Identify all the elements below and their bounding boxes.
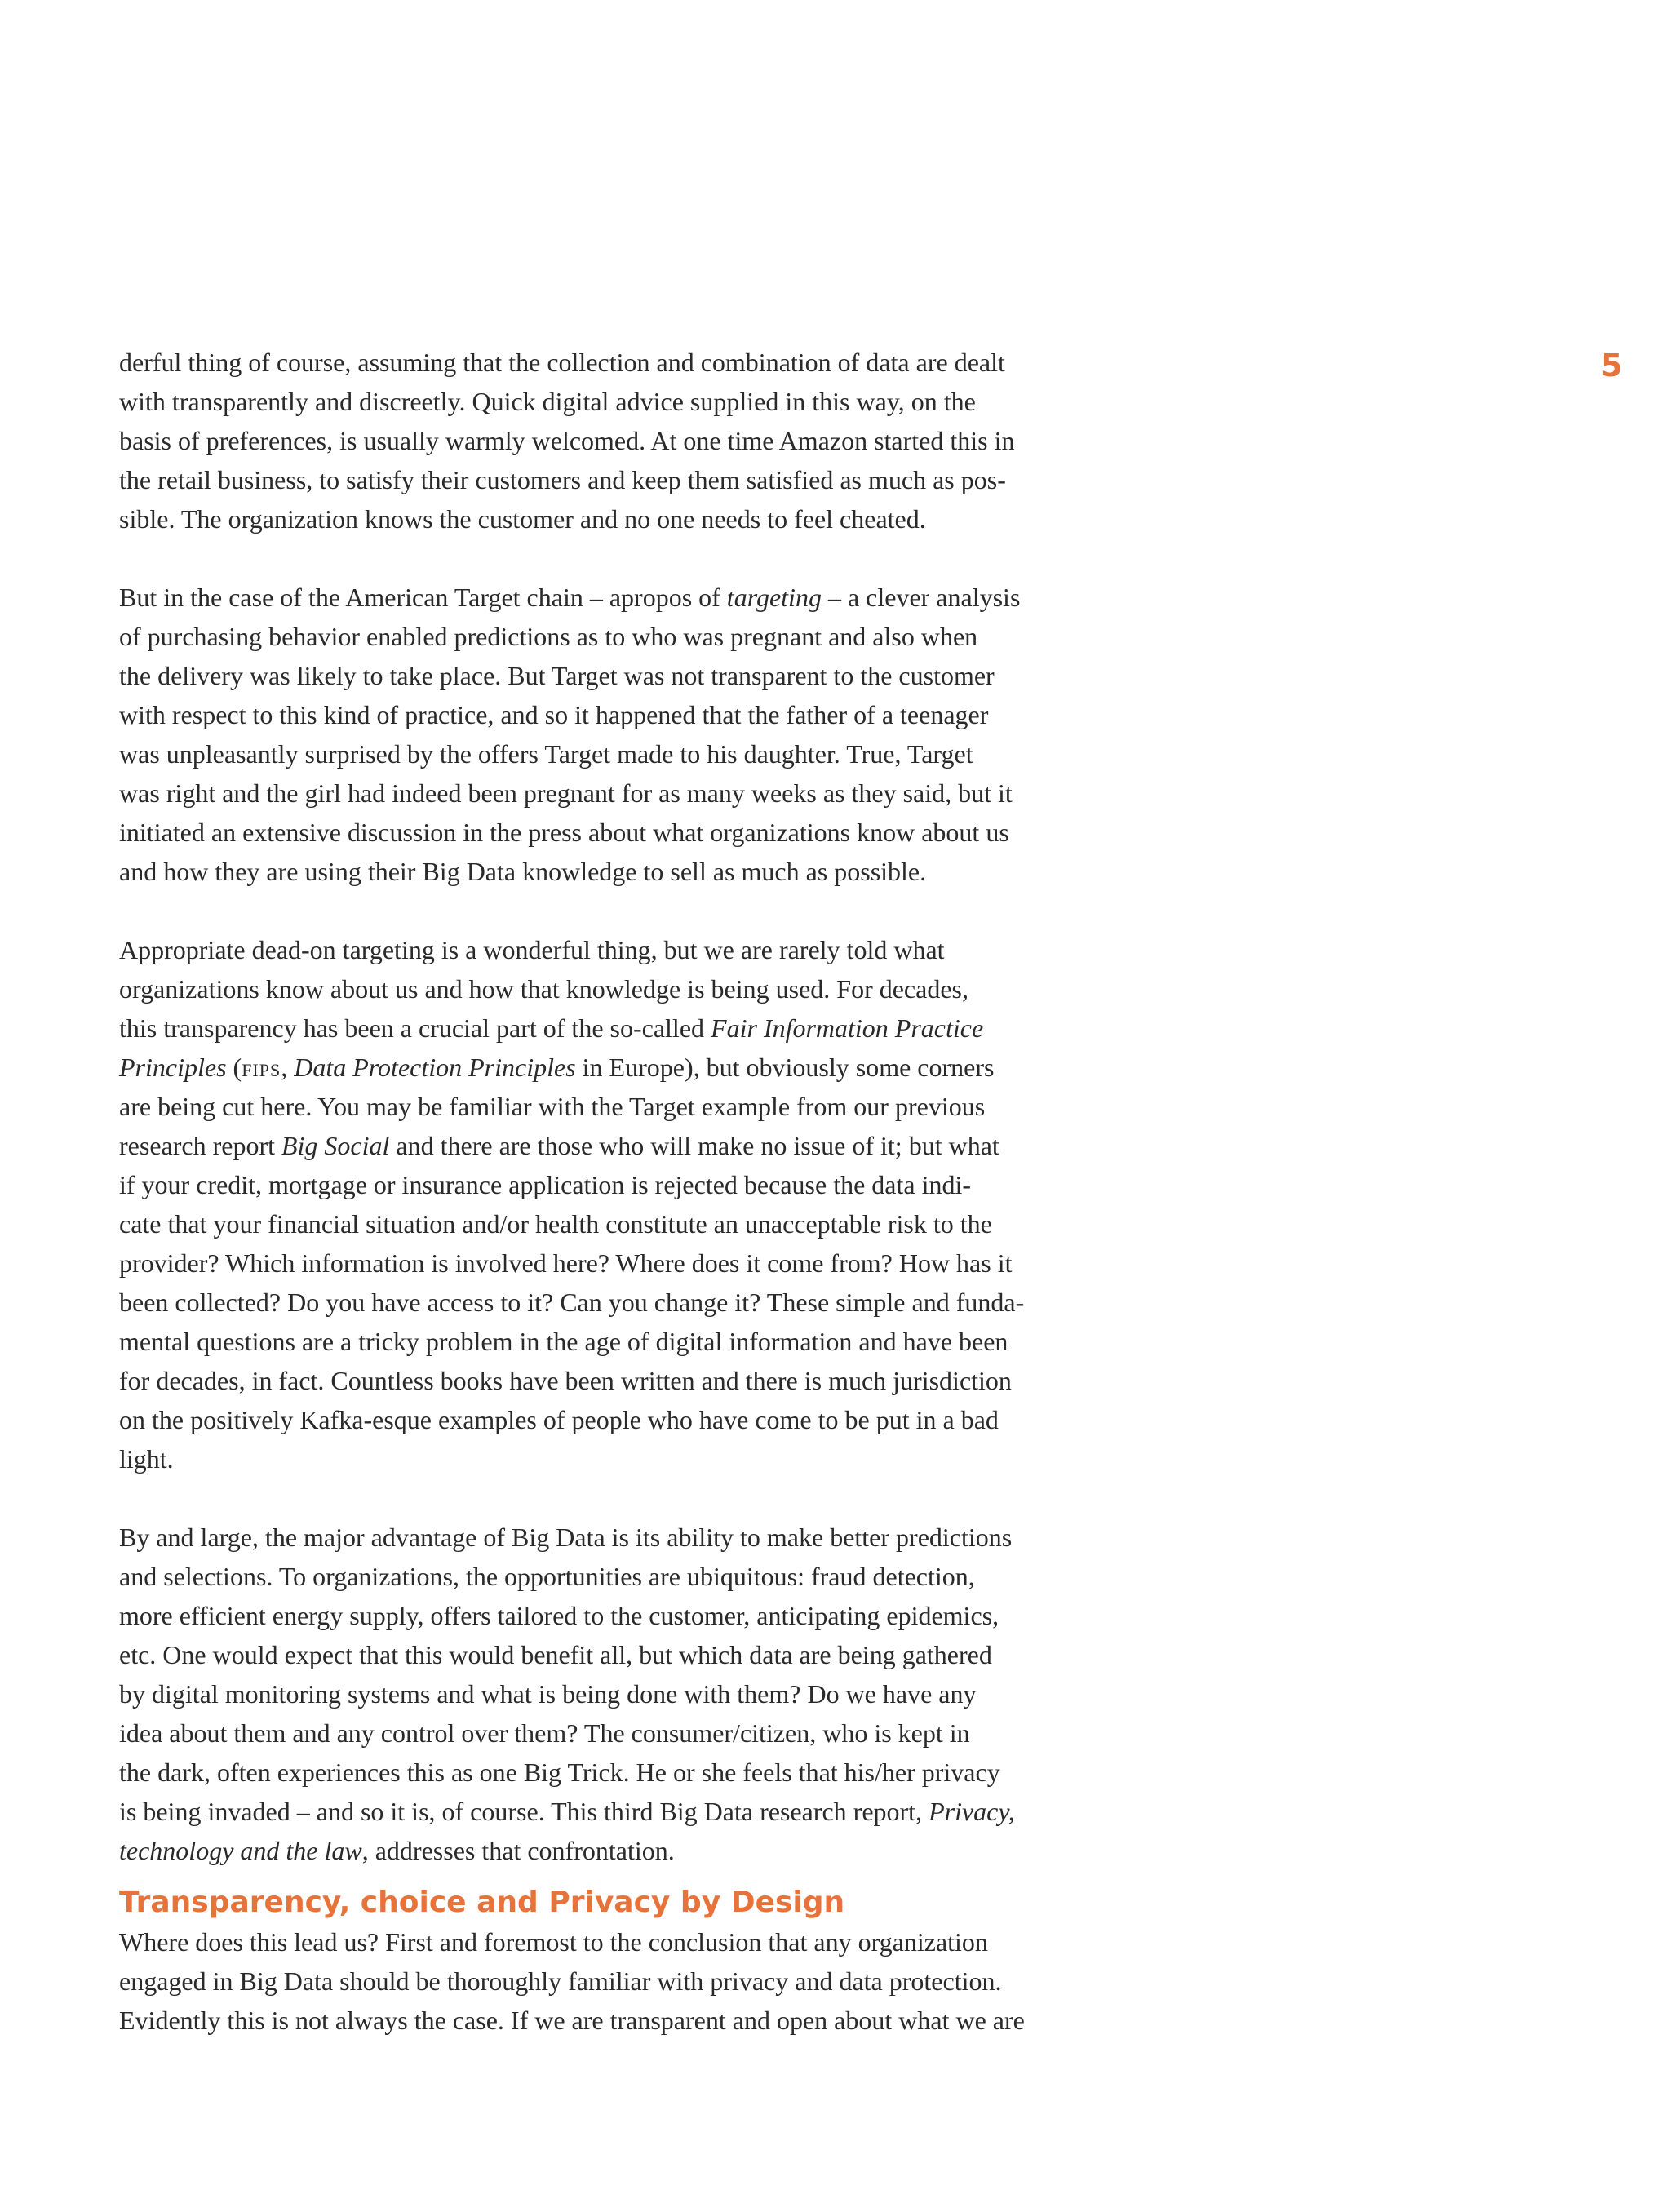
italic-term: Principles	[119, 1053, 227, 1082]
text-span: research report	[119, 1131, 281, 1160]
text-span: , addresses that confrontation.	[361, 1836, 675, 1865]
text-line: organizations know about us and how that knowledge is being used. For decades,	[119, 974, 968, 1004]
text-line: mental questions are a tricky problem in the age of digital information and have been	[119, 1327, 1008, 1356]
text-line	[119, 1792, 1137, 1831]
text-line: By and large, the major advantage of Big Data is its ability to make better predictions	[119, 1523, 1013, 1552]
text-line: idea about them and any control over them? The consumer/citizen, who is kept in	[119, 1718, 970, 1748]
text-line: for decades, in fact. Countless books have been written and there is much jurisdiction	[119, 1366, 1012, 1395]
text-line: the dark, often experiences this as one Big Trick. He or she feels that his/her privacy	[119, 1758, 1000, 1787]
text-line	[119, 578, 1137, 617]
paragraph	[119, 930, 1137, 1478]
text-line: of purchasing behavior enabled predictions as to who was pregnant and also when	[119, 622, 978, 651]
text-line: Evidently this is not always the case. If we are transparent and open about what we are	[119, 2006, 1025, 2035]
text-line: provider? Which information is involved here? Where does it come from? How has it	[119, 1248, 1013, 1278]
italic-term: Privacy,	[929, 1797, 1015, 1826]
text-span: (	[226, 1053, 242, 1082]
page-number: 5	[1601, 348, 1623, 383]
text-span: – a clever analysis	[821, 583, 1021, 612]
italic-term: Big Social	[281, 1131, 390, 1160]
text-line: are being cut here. You may be familiar with the Target example from our previous	[119, 1092, 986, 1121]
text-line: and selections. To organizations, the opportunities are ubiquitous: fraud detection,	[119, 1562, 975, 1591]
text-line: cate that your financial situation and/or health constitute an unacceptable risk to the	[119, 1209, 992, 1239]
paragraph-gap	[119, 1478, 1137, 1518]
text-line: the retail business, to satisfy their customers and keep them satisfied as much as pos-	[119, 465, 1006, 494]
text-line: the delivery was likely to take place. But Target was not transparent to the customer	[119, 661, 995, 690]
text-line: initiated an extensive discussion in the press about what organizations know about us	[119, 818, 1009, 847]
text-column	[119, 343, 1137, 2040]
text-line	[119, 1126, 1137, 1165]
text-span: ,	[281, 1053, 295, 1082]
text-line: was right and the girl had indeed been pregnant for as many weeks as they said, but it	[119, 778, 1013, 808]
text-line: basis of preferences, is usually warmly welcomed. At one time Amazon started this in	[119, 426, 1015, 455]
text-line: etc. One would expect that this would benefit all, but which data are being gathered	[119, 1640, 992, 1669]
text-line: with respect to this kind of practice, and so it happened that the father of a teenager	[119, 700, 989, 729]
text-span: But in the case of the American Target chain – apropos of	[119, 583, 727, 612]
text-line: light.	[119, 1444, 174, 1474]
acronym: fips	[242, 1053, 281, 1082]
paragraph	[119, 578, 1137, 891]
text-line: by digital monitoring systems and what is being done with them? Do we have any	[119, 1679, 977, 1709]
paragraph-gap	[119, 539, 1137, 578]
text-line: sible. The organization knows the customer and no one needs to feel cheated.	[119, 504, 926, 534]
paragraph	[119, 1518, 1137, 1870]
text-line	[119, 1831, 1137, 1870]
text-span: in Europe), but obviously some corners	[575, 1053, 995, 1082]
italic-term: Fair Information Practice	[711, 1013, 984, 1043]
italic-term: targeting	[726, 583, 822, 612]
text-line: Appropriate dead-on targeting is a wonderful thing, but we are rarely told what	[119, 935, 945, 964]
text-line: more efficient energy supply, offers tailored to the customer, anticipating epidemics,	[119, 1601, 999, 1630]
section-heading: Transparency, choice and Privacy by Design	[119, 1886, 845, 1919]
text-line: if your credit, mortgage or insurance application is rejected because the data indi-	[119, 1170, 972, 1199]
text-line: was unpleasantly surprised by the offers Target made to his daughter. True, Target	[119, 739, 973, 769]
paragraph-gap	[119, 891, 1137, 930]
text-line: and how they are using their Big Data knowledge to sell as much as possible.	[119, 857, 927, 886]
text-span: this transparency has been a crucial part of the so-called	[119, 1013, 711, 1043]
italic-term: Data Protection Principles	[294, 1053, 576, 1082]
text-line: on the positively Kafka-esque examples of people who have come to be put in a bad	[119, 1405, 999, 1434]
italic-term: technology and the law	[119, 1836, 362, 1865]
text-line: derful thing of course, assuming that the collection and combination of data are dealt	[119, 348, 1005, 377]
text-span: and there are those who will make no issue of it; but what	[389, 1131, 999, 1160]
section	[119, 1883, 1137, 2040]
text-line: been collected? Do you have access to it? Can you change it? These simple and funda-	[119, 1288, 1025, 1317]
paragraph	[119, 343, 1137, 539]
text-line: with transparently and discreetly. Quick digital advice supplied in this way, on the	[119, 387, 976, 416]
text-span: is being invaded – and so it is, of course. This third Big Data research report,	[119, 1797, 929, 1826]
text-line: Where does this lead us? First and foremost to the conclusion that any organization	[119, 1927, 988, 1957]
text-line	[119, 1008, 1137, 1048]
text-line	[119, 1048, 1137, 1087]
text-line: engaged in Big Data should be thoroughly familiar with privacy and data protection.	[119, 1966, 1002, 1996]
